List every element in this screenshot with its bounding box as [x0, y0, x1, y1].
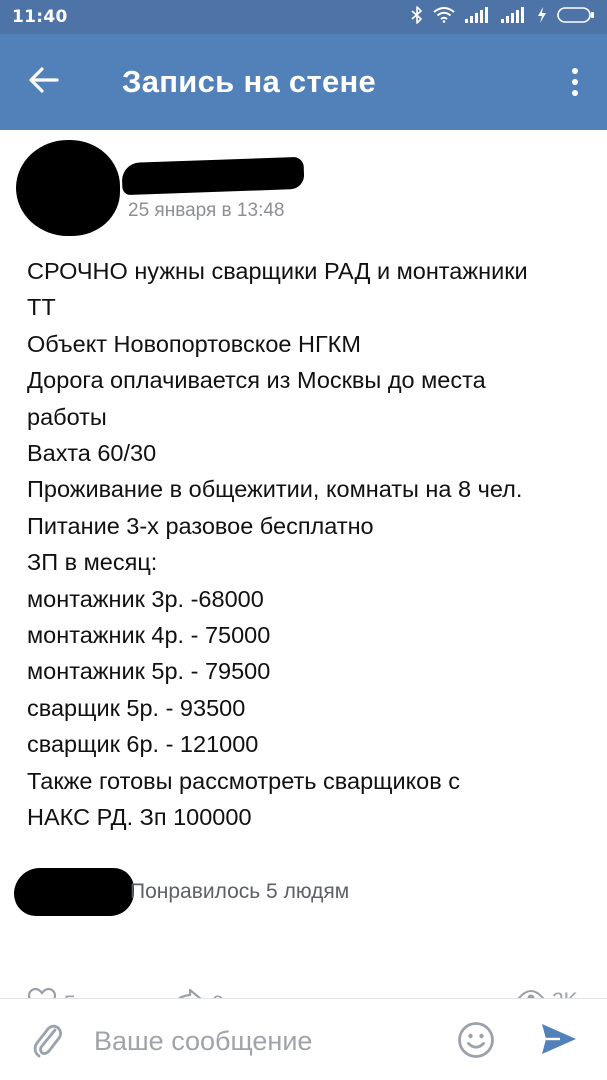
emoji-button[interactable] [454, 1020, 498, 1064]
post-line: сварщик 5р. - 93500 [27, 694, 246, 721]
page-title: Запись на стене [122, 64, 377, 99]
post-line: работы [27, 403, 107, 430]
post-line: Дорога оплачивается из Москвы до места [27, 367, 486, 394]
wifi-icon [433, 7, 455, 23]
post-line: монтажник 3р. -68000 [27, 585, 264, 612]
signal-icon [465, 7, 491, 23]
post-text [27, 253, 587, 836]
status-bar [0, 0, 607, 34]
app-bar [0, 34, 607, 130]
liker-avatars-redacted [14, 868, 134, 916]
likes-summary: Понравилось 5 людям [130, 880, 350, 903]
post-line: Питание 3-х разовое бесплатно [27, 512, 374, 539]
send-button[interactable] [536, 1019, 582, 1063]
post-date: 25 января в 13:48 [128, 200, 285, 221]
post-line: Объект Новопортовское НГКМ [27, 330, 361, 357]
bluetooth-icon [411, 6, 423, 24]
status-icons [411, 6, 595, 24]
arrow-left-icon [29, 67, 59, 97]
more-options-button[interactable] [563, 64, 587, 100]
post-line: Вахта 60/30 [27, 440, 157, 467]
post-line: монтажник 5р. - 79500 [27, 658, 271, 685]
author-avatar[interactable] [16, 140, 120, 236]
paperclip-icon [33, 1020, 63, 1062]
more-vertical-icon [572, 68, 578, 74]
message-composer [0, 998, 607, 1080]
send-icon [540, 1022, 578, 1060]
post-line: СРОЧНО нужны сварщики РАД и монтажники [27, 258, 528, 284]
signal-icon [501, 7, 527, 23]
smile-icon [457, 1021, 495, 1063]
post-line: ЗП в месяц: [27, 549, 158, 576]
charging-icon [537, 7, 547, 23]
author-name-redacted[interactable] [121, 157, 304, 195]
post-line: Также готовы рассмотреть сварщиков с [27, 767, 461, 794]
post-line: сварщик 6р. - 121000 [27, 731, 259, 758]
post-line: ТТ [27, 294, 56, 321]
battery-icon [557, 7, 595, 23]
message-input[interactable] [94, 1021, 424, 1061]
status-time: 11:40 [12, 7, 68, 27]
post-line: монтажник 4р. - 75000 [27, 622, 271, 649]
back-button[interactable] [22, 60, 66, 104]
post-line: Проживание в общежитии, комнаты на 8 чел. [27, 476, 523, 503]
likes-row[interactable] [14, 866, 594, 920]
post-line: НАКС РД. Зп 100000 [27, 804, 252, 831]
attach-button[interactable] [26, 1019, 70, 1063]
